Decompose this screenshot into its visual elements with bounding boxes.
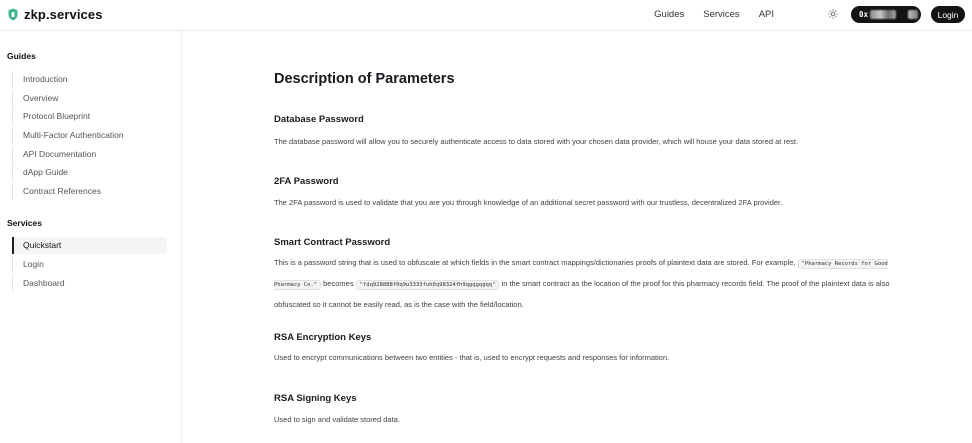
sidebar-item-overview[interactable]: Overview bbox=[12, 90, 167, 107]
nav-api-link[interactable]: API bbox=[758, 9, 774, 20]
sidebar-item-quickstart[interactable]: Quickstart bbox=[12, 237, 167, 254]
nav-services-link[interactable]: Services bbox=[703, 9, 740, 20]
top-nav bbox=[654, 9, 774, 20]
section-text-2fa-password: The 2FA password is used to validate that you are you through knowledge of an additional secret password with our trustless, decentralized 2FA provider. bbox=[274, 198, 783, 207]
nav-guides-link[interactable]: Guides bbox=[654, 9, 685, 20]
example-field-code: "Pharmacy Records for Good Pharmacy Co." bbox=[274, 261, 888, 288]
sidebar-item-login[interactable]: Login bbox=[12, 256, 167, 273]
section-text-database-password: The database password will allow you to securely authenticate access to data stored with your chosen data provider, which will house your data stored at rest. bbox=[274, 137, 799, 146]
sidebar bbox=[0, 31, 182, 443]
wallet-address-button[interactable] bbox=[851, 6, 921, 23]
smart-contract-text-c: in the smart contract as the location of the proof for this pharmacy records field. The proof of the plaintext data is also obfuscated so it cannot be easily read, as is the case with the field/location. bbox=[274, 279, 890, 309]
brand[interactable] bbox=[8, 7, 103, 22]
sidebar-item-introduction[interactable]: Introduction bbox=[12, 71, 167, 88]
sidebar-item-dashboard[interactable]: Dashboard bbox=[12, 275, 167, 292]
section-text-rsa-signing-keys: Used to sign and validate stored data. bbox=[274, 415, 400, 424]
section-text-smart-contract-password bbox=[274, 253, 904, 314]
example-hash-code: "fdq928888f0q9u3333fuh0q98324fh9qgqgqgqq" bbox=[356, 280, 500, 290]
brand-name: zkp.services bbox=[24, 7, 103, 22]
wallet-address-redacted-end bbox=[908, 10, 918, 19]
wallet-address-redacted bbox=[870, 10, 896, 19]
sidebar-item-api-documentation[interactable]: API Documentation bbox=[12, 146, 167, 163]
section-heading-rsa-signing-keys: RSA Signing Keys bbox=[274, 393, 357, 404]
top-bar bbox=[0, 0, 972, 31]
wallet-prefix: 0x bbox=[859, 10, 869, 19]
login-button[interactable]: Login bbox=[931, 6, 965, 23]
section-heading-rsa-encryption-keys: RSA Encryption Keys bbox=[274, 332, 372, 343]
shield-logo-icon bbox=[8, 8, 18, 21]
sidebar-section-services: Services bbox=[7, 218, 42, 228]
sidebar-item-contract-references[interactable]: Contract References bbox=[12, 183, 167, 200]
sidebar-section-guides: Guides bbox=[7, 51, 36, 61]
sidebar-item-multi-factor-authentication[interactable]: Multi-Factor Authentication bbox=[12, 127, 167, 144]
theme-toggle-sun-icon[interactable] bbox=[828, 9, 838, 19]
section-heading-2fa-password: 2FA Password bbox=[274, 176, 339, 187]
sidebar-item-dapp-guide[interactable]: dApp Guide bbox=[12, 164, 167, 181]
sidebar-item-protocol-blueprint[interactable]: Protocol Blueprint bbox=[12, 108, 167, 125]
smart-contract-text-a: This is a password string that is used to obfuscate at which fields in the smart contract mappings/dictionaries proofs of plaintext data are stored. For example, bbox=[274, 258, 796, 267]
section-heading-smart-contract-password: Smart Contract Password bbox=[274, 237, 391, 248]
page-title: Description of Parameters bbox=[274, 71, 455, 87]
section-heading-database-password: Database Password bbox=[274, 114, 364, 125]
smart-contract-text-b: becomes bbox=[323, 279, 354, 288]
section-text-rsa-encryption-keys: Used to encrypt communications between two entities - that is, used to encrypt requests and responses for information. bbox=[274, 353, 670, 362]
